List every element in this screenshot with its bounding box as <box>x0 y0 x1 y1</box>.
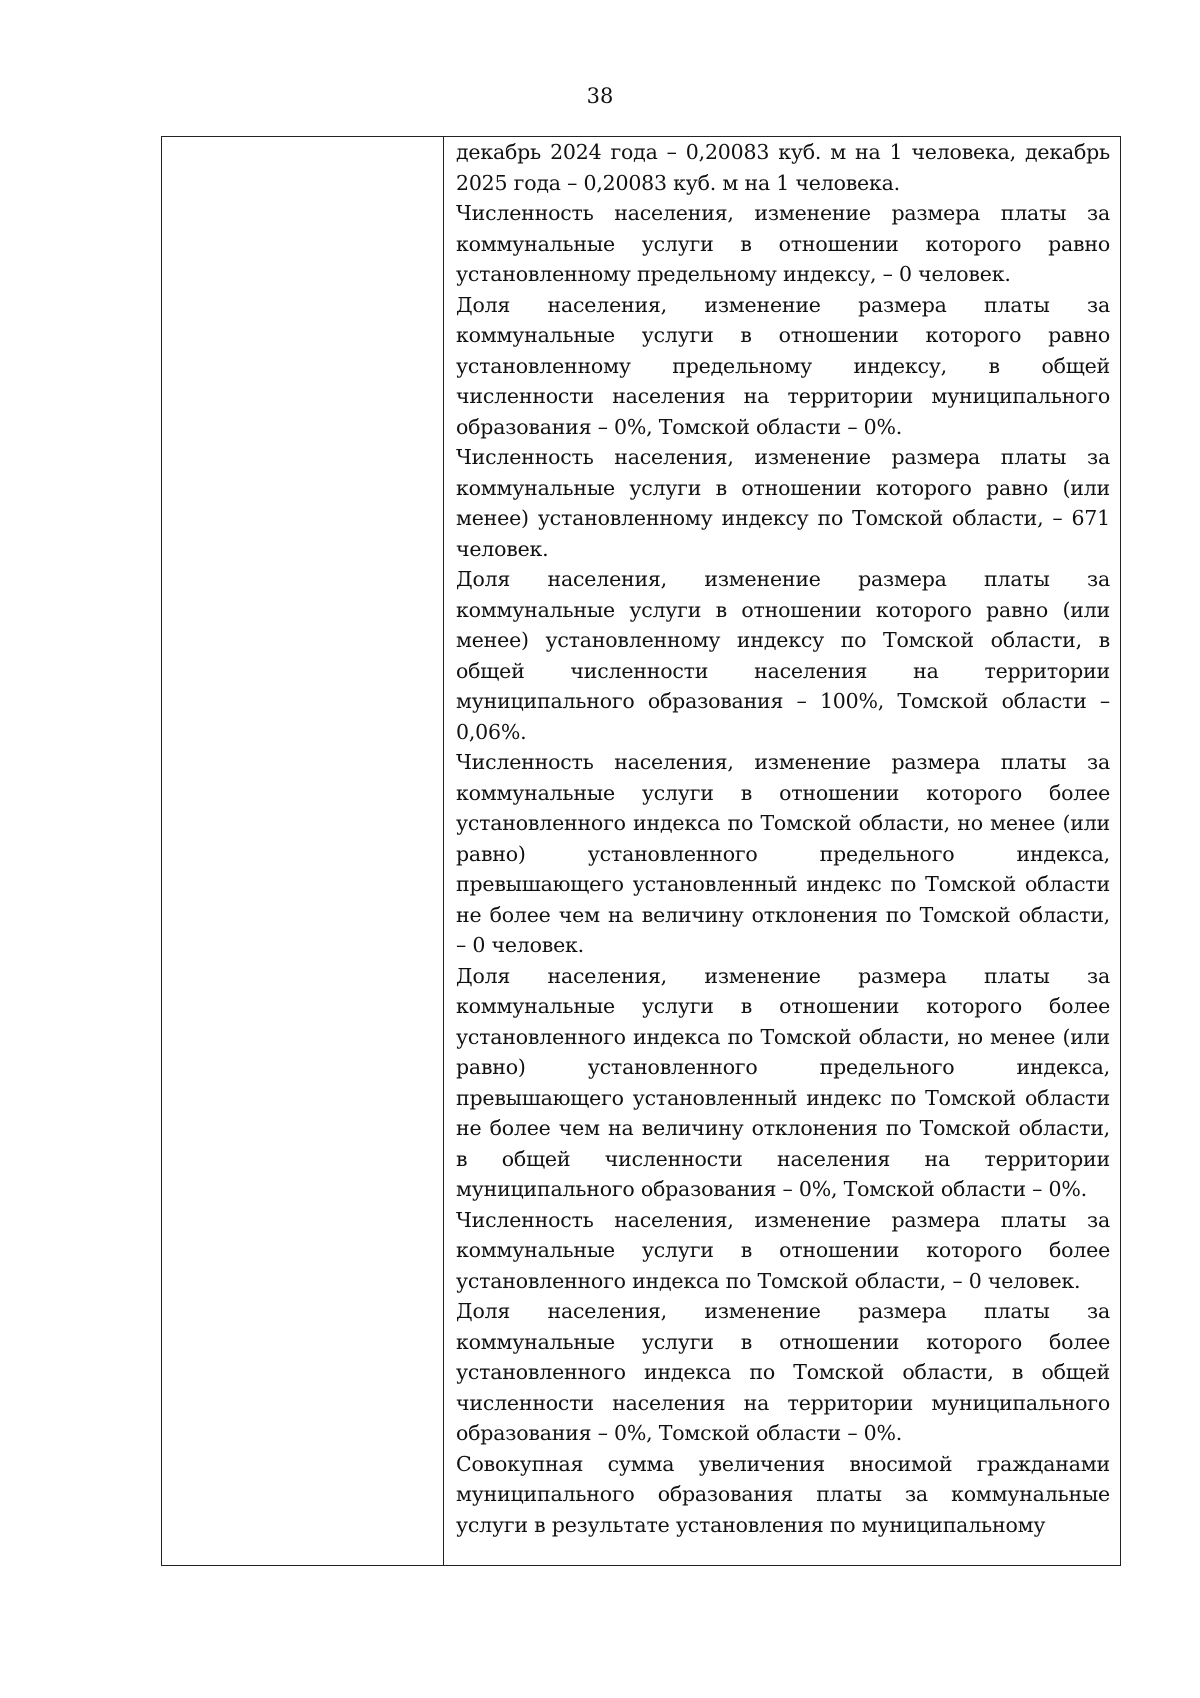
paragraph-share-above-regional-index: Доля населения, изменение размера платы за коммунальные услуги в отношении которого более установленного индекса по Томской области, в общей численности населения на территории муниципального образования – 0%, Томской области – 0%. <box>456 1299 1110 1445</box>
page-number: 38 <box>586 84 614 108</box>
paragraph-population-equal-limit: Численность населения, изменение размера платы за коммунальные услуги в отношении которого равно установленному предельному индексу, – 0 человек. <box>456 201 1110 286</box>
paragraph-population-above-regional-index: Численность населения, изменение размера платы за коммунальные услуги в отношении которого более установленного индекса по Томской области, – 0 человек. <box>456 1207 1110 1293</box>
paragraph-share-equal-limit: Доля населения, изменение размера платы за коммунальные услуги в отношении которого равно установленному предельному индексу, в общей численности населения на территории муниципального образования – 0%, Томской области – 0%. <box>456 292 1110 439</box>
table-right-cell <box>444 137 1120 1565</box>
paragraph-water-consumption: декабрь 2024 года – 0,20083 куб. м на 1 человека, декабрь 2025 года – 0,20083 куб. м на 1 человека. <box>456 140 1110 195</box>
paragraph-population-below-regional-index: Численность населения, изменение размера платы за коммунальные услуги в отношении которого равно (или менее) установленному индексу по Томской области, – 671 человек. <box>456 445 1110 561</box>
table-left-cell <box>162 137 444 1565</box>
paragraph-total-increase-sum: Совокупная сумма увеличения вносимой гражданами муниципального образования платы за коммунальные услуги в результате установления по муниципальному <box>456 1451 1110 1537</box>
paragraph-share-below-regional-index: Доля населения, изменение размера платы за коммунальные услуги в отношении которого равно (или менее) установленному индексу по Томской области, в общей численности населения на территории муниципального образования – 100%, Томской области – 0,06%. <box>456 567 1110 744</box>
paragraph-share-within-deviation: Доля населения, изменение размера платы за коммунальные услуги в отношении которого более установленного индекса по Томской области, но менее (или равно) установленного предельного индекса, превышающего установленный индекс по Томской области не более чем на величину отклонения по Томской области, в общей численности населения на территории муниципального образования – 0%, Томской области – 0%. <box>456 963 1110 1201</box>
paragraph-population-within-deviation: Численность населения, изменение размера платы за коммунальные услуги в отношении которого более установленного индекса по Томской области, но менее (или равно) установленного предельного индекса, превышающего установленный индекс по Томской области не более чем на величину отклонения по Томской области, – 0 человек. <box>456 750 1110 957</box>
document-table <box>161 136 1121 1566</box>
